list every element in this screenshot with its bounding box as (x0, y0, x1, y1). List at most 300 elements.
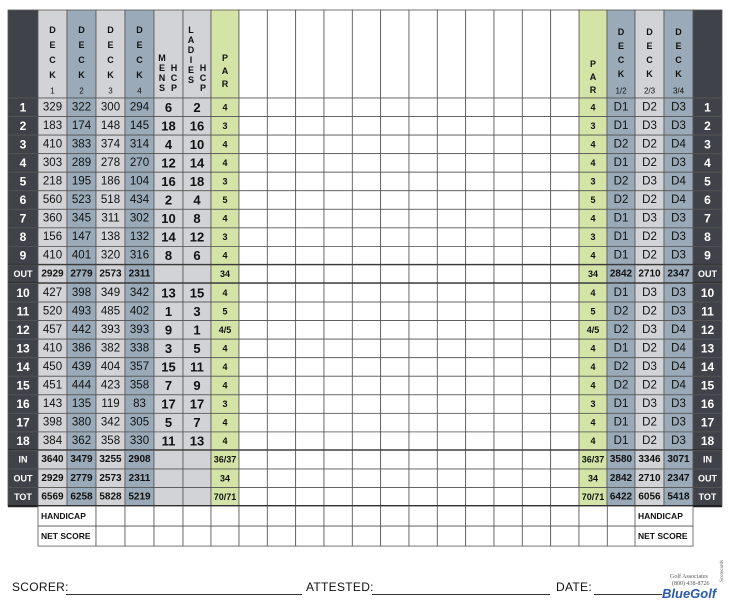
score-entry-cell[interactable] (466, 450, 494, 469)
score-entry-cell[interactable] (267, 154, 295, 173)
score-entry-cell[interactable] (494, 488, 522, 507)
score-entry-cell[interactable] (125, 506, 154, 526)
score-entry-cell[interactable] (551, 432, 579, 451)
score-entry-cell[interactable] (409, 376, 437, 395)
score-entry-cell[interactable] (239, 209, 267, 228)
score-entry-cell[interactable] (551, 191, 579, 210)
score-entry-cell[interactable] (494, 469, 522, 488)
score-entry-cell[interactable] (324, 302, 352, 321)
score-entry-cell[interactable] (239, 191, 267, 210)
attested-signature-line[interactable] (372, 594, 550, 595)
score-entry-cell[interactable] (522, 154, 550, 173)
score-entry-cell[interactable] (381, 284, 409, 303)
score-entry-cell[interactable] (409, 469, 437, 488)
score-entry-cell[interactable] (296, 376, 324, 395)
score-entry-cell[interactable] (267, 117, 295, 136)
score-entry-cell[interactable] (522, 98, 550, 117)
score-entry-cell[interactable] (381, 376, 409, 395)
score-entry-cell[interactable] (296, 488, 324, 507)
score-entry-cell[interactable] (324, 432, 352, 451)
score-entry-cell[interactable] (381, 154, 409, 173)
score-entry-cell[interactable] (267, 376, 295, 395)
score-entry-cell[interactable] (437, 302, 465, 321)
score-entry-cell[interactable] (239, 302, 267, 321)
score-entry-cell[interactable] (551, 209, 579, 228)
score-entry-cell[interactable] (381, 302, 409, 321)
score-entry-cell[interactable] (494, 302, 522, 321)
score-entry-cell[interactable] (267, 284, 295, 303)
score-entry-cell[interactable] (239, 526, 267, 546)
score-entry-cell[interactable] (267, 469, 295, 488)
score-entry-cell[interactable] (409, 246, 437, 265)
score-entry-cell[interactable] (296, 246, 324, 265)
score-entry-cell[interactable] (381, 135, 409, 154)
score-entry-cell[interactable] (466, 209, 494, 228)
score-entry-cell[interactable] (324, 450, 352, 469)
score-entry-cell[interactable] (352, 135, 380, 154)
score-entry-cell[interactable] (409, 450, 437, 469)
score-entry-cell[interactable] (437, 506, 465, 526)
score-entry-cell[interactable] (409, 358, 437, 377)
score-entry-cell[interactable] (409, 395, 437, 414)
score-entry-cell[interactable] (239, 172, 267, 191)
score-entry-cell[interactable] (607, 526, 635, 546)
score-entry-cell[interactable] (267, 358, 295, 377)
score-entry-cell[interactable] (352, 488, 380, 507)
score-entry-cell[interactable] (409, 117, 437, 136)
score-entry-cell[interactable] (551, 450, 579, 469)
score-entry-cell[interactable] (239, 469, 267, 488)
score-entry-cell[interactable] (437, 358, 465, 377)
score-entry-cell[interactable] (494, 117, 522, 136)
score-entry-cell[interactable] (381, 246, 409, 265)
score-entry-cell[interactable] (267, 246, 295, 265)
score-entry-cell[interactable] (296, 302, 324, 321)
score-entry-cell[interactable] (296, 265, 324, 284)
score-entry-cell[interactable] (324, 228, 352, 247)
score-entry-cell[interactable] (239, 488, 267, 507)
score-entry-cell[interactable] (409, 302, 437, 321)
score-entry-cell[interactable] (522, 450, 550, 469)
score-entry-cell[interactable] (522, 339, 550, 358)
score-entry-cell[interactable] (381, 339, 409, 358)
score-entry-cell[interactable] (437, 209, 465, 228)
score-entry-cell[interactable] (296, 135, 324, 154)
score-entry-cell[interactable] (296, 526, 324, 546)
score-entry-cell[interactable] (267, 321, 295, 340)
score-entry-cell[interactable] (381, 209, 409, 228)
score-entry-cell[interactable] (324, 246, 352, 265)
score-entry-cell[interactable] (352, 376, 380, 395)
score-entry-cell[interactable] (381, 172, 409, 191)
score-entry-cell[interactable] (466, 228, 494, 247)
score-entry-cell[interactable] (296, 469, 324, 488)
score-entry-cell[interactable] (324, 526, 352, 546)
score-entry-cell[interactable] (494, 228, 522, 247)
score-entry-cell[interactable] (466, 432, 494, 451)
score-entry-cell[interactable] (466, 339, 494, 358)
score-entry-cell[interactable] (409, 526, 437, 546)
score-entry-cell[interactable] (381, 488, 409, 507)
score-entry-cell[interactable] (352, 450, 380, 469)
score-entry-cell[interactable] (551, 506, 579, 526)
score-entry-cell[interactable] (296, 339, 324, 358)
score-entry-cell[interactable] (551, 246, 579, 265)
score-entry-cell[interactable] (437, 246, 465, 265)
score-entry-cell[interactable] (296, 432, 324, 451)
score-entry-cell[interactable] (296, 191, 324, 210)
score-entry-cell[interactable] (494, 450, 522, 469)
score-entry-cell[interactable] (466, 265, 494, 284)
score-entry-cell[interactable] (551, 413, 579, 432)
score-entry-cell[interactable] (183, 506, 211, 526)
score-entry-cell[interactable] (466, 302, 494, 321)
score-entry-cell[interactable] (381, 395, 409, 414)
score-entry-cell[interactable] (239, 135, 267, 154)
score-entry-cell[interactable] (522, 526, 550, 546)
score-entry-cell[interactable] (183, 526, 211, 546)
score-entry-cell[interactable] (324, 376, 352, 395)
score-entry-cell[interactable] (239, 246, 267, 265)
score-entry-cell[interactable] (437, 450, 465, 469)
score-entry-cell[interactable] (551, 395, 579, 414)
score-entry-cell[interactable] (267, 228, 295, 247)
score-entry-cell[interactable] (352, 154, 380, 173)
score-entry-cell[interactable] (494, 321, 522, 340)
score-entry-cell[interactable] (381, 506, 409, 526)
score-entry-cell[interactable] (352, 432, 380, 451)
score-entry-cell[interactable] (267, 339, 295, 358)
score-entry-cell[interactable] (494, 154, 522, 173)
score-entry-cell[interactable] (381, 321, 409, 340)
score-entry-cell[interactable] (466, 117, 494, 136)
score-entry-cell[interactable] (352, 246, 380, 265)
score-entry-cell[interactable] (239, 339, 267, 358)
score-entry-cell[interactable] (239, 450, 267, 469)
score-entry-cell[interactable] (522, 432, 550, 451)
date-line[interactable] (594, 594, 662, 595)
score-entry-cell[interactable] (409, 488, 437, 507)
score-entry-cell[interactable] (352, 284, 380, 303)
score-entry-cell[interactable] (466, 358, 494, 377)
score-entry-cell[interactable] (324, 413, 352, 432)
score-entry-cell[interactable] (381, 117, 409, 136)
score-entry-cell[interactable] (494, 284, 522, 303)
score-entry-cell[interactable] (267, 135, 295, 154)
score-entry-cell[interactable] (494, 395, 522, 414)
score-entry-cell[interactable] (437, 135, 465, 154)
score-entry-cell[interactable] (551, 98, 579, 117)
score-entry-cell[interactable] (267, 265, 295, 284)
score-entry-cell[interactable] (352, 339, 380, 358)
score-entry-cell[interactable] (409, 432, 437, 451)
scorer-signature-line[interactable] (66, 594, 302, 595)
score-entry-cell[interactable] (466, 154, 494, 173)
score-entry-cell[interactable] (267, 526, 295, 546)
score-entry-cell[interactable] (352, 228, 380, 247)
score-entry-cell[interactable] (324, 154, 352, 173)
score-entry-cell[interactable] (494, 98, 522, 117)
score-entry-cell[interactable] (239, 413, 267, 432)
score-entry-cell[interactable] (352, 469, 380, 488)
score-entry-cell[interactable] (324, 98, 352, 117)
score-entry-cell[interactable] (267, 450, 295, 469)
score-entry-cell[interactable] (352, 358, 380, 377)
score-entry-cell[interactable] (494, 526, 522, 546)
score-entry-cell[interactable] (211, 506, 239, 526)
score-entry-cell[interactable] (296, 154, 324, 173)
score-entry-cell[interactable] (324, 209, 352, 228)
score-entry-cell[interactable] (381, 265, 409, 284)
score-entry-cell[interactable] (494, 506, 522, 526)
score-entry-cell[interactable] (239, 284, 267, 303)
score-entry-cell[interactable] (522, 265, 550, 284)
score-entry-cell[interactable] (551, 117, 579, 136)
score-entry-cell[interactable] (522, 135, 550, 154)
score-entry-cell[interactable] (324, 265, 352, 284)
score-entry-cell[interactable] (239, 228, 267, 247)
score-entry-cell[interactable] (239, 432, 267, 451)
score-entry-cell[interactable] (494, 413, 522, 432)
score-entry-cell[interactable] (494, 135, 522, 154)
score-entry-cell[interactable] (551, 154, 579, 173)
score-entry-cell[interactable] (551, 321, 579, 340)
score-entry-cell[interactable] (381, 191, 409, 210)
score-entry-cell[interactable] (239, 395, 267, 414)
score-entry-cell[interactable] (267, 191, 295, 210)
score-entry-cell[interactable] (381, 98, 409, 117)
score-entry-cell[interactable] (324, 321, 352, 340)
score-entry-cell[interactable] (466, 135, 494, 154)
score-entry-cell[interactable] (381, 526, 409, 546)
score-entry-cell[interactable] (466, 98, 494, 117)
score-entry-cell[interactable] (437, 469, 465, 488)
score-entry-cell[interactable] (267, 488, 295, 507)
score-entry-cell[interactable] (96, 526, 125, 546)
score-entry-cell[interactable] (125, 526, 154, 546)
score-entry-cell[interactable] (437, 265, 465, 284)
score-entry-cell[interactable] (324, 117, 352, 136)
score-entry-cell[interactable] (522, 284, 550, 303)
score-entry-cell[interactable] (409, 284, 437, 303)
score-entry-cell[interactable] (239, 98, 267, 117)
score-entry-cell[interactable] (296, 209, 324, 228)
score-entry-cell[interactable] (239, 321, 267, 340)
score-entry-cell[interactable] (267, 413, 295, 432)
score-entry-cell[interactable] (466, 284, 494, 303)
score-entry-cell[interactable] (352, 209, 380, 228)
score-entry-cell[interactable] (352, 191, 380, 210)
score-entry-cell[interactable] (466, 506, 494, 526)
score-entry-cell[interactable] (296, 358, 324, 377)
score-entry-cell[interactable] (437, 117, 465, 136)
score-entry-cell[interactable] (551, 135, 579, 154)
score-entry-cell[interactable] (352, 526, 380, 546)
score-entry-cell[interactable] (551, 302, 579, 321)
score-entry-cell[interactable] (437, 376, 465, 395)
score-entry-cell[interactable] (409, 413, 437, 432)
score-entry-cell[interactable] (437, 432, 465, 451)
score-entry-cell[interactable] (551, 469, 579, 488)
score-entry-cell[interactable] (494, 358, 522, 377)
score-entry-cell[interactable] (409, 154, 437, 173)
score-entry-cell[interactable] (324, 172, 352, 191)
score-entry-cell[interactable] (381, 358, 409, 377)
score-entry-cell[interactable] (239, 376, 267, 395)
score-entry-cell[interactable] (296, 98, 324, 117)
score-entry-cell[interactable] (352, 302, 380, 321)
score-entry-cell[interactable] (324, 488, 352, 507)
score-entry-cell[interactable] (239, 358, 267, 377)
score-entry-cell[interactable] (409, 191, 437, 210)
score-entry-cell[interactable] (324, 358, 352, 377)
score-entry-cell[interactable] (409, 172, 437, 191)
score-entry-cell[interactable] (296, 228, 324, 247)
score-entry-cell[interactable] (239, 154, 267, 173)
score-entry-cell[interactable] (522, 395, 550, 414)
score-entry-cell[interactable] (96, 506, 125, 526)
score-entry-cell[interactable] (239, 506, 267, 526)
score-entry-cell[interactable] (324, 395, 352, 414)
score-entry-cell[interactable] (494, 172, 522, 191)
score-entry-cell[interactable] (466, 191, 494, 210)
score-entry-cell[interactable] (522, 191, 550, 210)
score-entry-cell[interactable] (154, 526, 183, 546)
score-entry-cell[interactable] (352, 506, 380, 526)
score-entry-cell[interactable] (352, 413, 380, 432)
score-entry-cell[interactable] (409, 265, 437, 284)
score-entry-cell[interactable] (551, 228, 579, 247)
score-entry-cell[interactable] (522, 488, 550, 507)
score-entry-cell[interactable] (466, 395, 494, 414)
score-entry-cell[interactable] (494, 376, 522, 395)
score-entry-cell[interactable] (494, 209, 522, 228)
score-entry-cell[interactable] (551, 376, 579, 395)
score-entry-cell[interactable] (437, 98, 465, 117)
score-entry-cell[interactable] (494, 339, 522, 358)
score-entry-cell[interactable] (352, 98, 380, 117)
score-entry-cell[interactable] (437, 321, 465, 340)
score-entry-cell[interactable] (381, 432, 409, 451)
score-entry-cell[interactable] (324, 469, 352, 488)
score-entry-cell[interactable] (437, 339, 465, 358)
score-entry-cell[interactable] (437, 413, 465, 432)
score-entry-cell[interactable] (522, 246, 550, 265)
score-entry-cell[interactable] (296, 284, 324, 303)
score-entry-cell[interactable] (324, 339, 352, 358)
score-entry-cell[interactable] (352, 172, 380, 191)
score-entry-cell[interactable] (296, 506, 324, 526)
score-entry-cell[interactable] (522, 321, 550, 340)
score-entry-cell[interactable] (409, 209, 437, 228)
score-entry-cell[interactable] (522, 172, 550, 191)
score-entry-cell[interactable] (267, 98, 295, 117)
score-entry-cell[interactable] (381, 228, 409, 247)
score-entry-cell[interactable] (551, 284, 579, 303)
score-entry-cell[interactable] (551, 265, 579, 284)
score-entry-cell[interactable] (522, 228, 550, 247)
score-entry-cell[interactable] (267, 506, 295, 526)
score-entry-cell[interactable] (494, 246, 522, 265)
score-entry-cell[interactable] (522, 376, 550, 395)
score-entry-cell[interactable] (437, 395, 465, 414)
score-entry-cell[interactable] (154, 506, 183, 526)
score-entry-cell[interactable] (551, 172, 579, 191)
score-entry-cell[interactable] (409, 506, 437, 526)
score-entry-cell[interactable] (579, 526, 607, 546)
score-entry-cell[interactable] (522, 506, 550, 526)
score-entry-cell[interactable] (267, 209, 295, 228)
score-entry-cell[interactable] (466, 376, 494, 395)
score-entry-cell[interactable] (437, 228, 465, 247)
score-entry-cell[interactable] (607, 506, 635, 526)
score-entry-cell[interactable] (267, 432, 295, 451)
score-entry-cell[interactable] (466, 526, 494, 546)
score-entry-cell[interactable] (267, 395, 295, 414)
score-entry-cell[interactable] (437, 488, 465, 507)
score-entry-cell[interactable] (551, 488, 579, 507)
score-entry-cell[interactable] (324, 191, 352, 210)
score-entry-cell[interactable] (437, 154, 465, 173)
score-entry-cell[interactable] (324, 284, 352, 303)
score-entry-cell[interactable] (466, 469, 494, 488)
score-entry-cell[interactable] (466, 488, 494, 507)
score-entry-cell[interactable] (522, 302, 550, 321)
score-entry-cell[interactable] (296, 117, 324, 136)
score-entry-cell[interactable] (324, 506, 352, 526)
score-entry-cell[interactable] (494, 191, 522, 210)
score-entry-cell[interactable] (466, 413, 494, 432)
score-entry-cell[interactable] (352, 117, 380, 136)
score-entry-cell[interactable] (324, 135, 352, 154)
score-entry-cell[interactable] (296, 395, 324, 414)
score-entry-cell[interactable] (296, 321, 324, 340)
score-entry-cell[interactable] (296, 172, 324, 191)
score-entry-cell[interactable] (239, 265, 267, 284)
score-entry-cell[interactable] (381, 469, 409, 488)
score-entry-cell[interactable] (522, 413, 550, 432)
score-entry-cell[interactable] (522, 358, 550, 377)
score-entry-cell[interactable] (437, 284, 465, 303)
score-entry-cell[interactable] (494, 432, 522, 451)
score-entry-cell[interactable] (296, 450, 324, 469)
score-entry-cell[interactable] (466, 321, 494, 340)
score-entry-cell[interactable] (551, 526, 579, 546)
score-entry-cell[interactable] (352, 265, 380, 284)
score-entry-cell[interactable] (579, 506, 607, 526)
score-entry-cell[interactable] (522, 469, 550, 488)
score-entry-cell[interactable] (466, 246, 494, 265)
score-entry-cell[interactable] (381, 450, 409, 469)
score-entry-cell[interactable] (551, 339, 579, 358)
score-entry-cell[interactable] (267, 172, 295, 191)
score-entry-cell[interactable] (296, 413, 324, 432)
score-entry-cell[interactable] (522, 117, 550, 136)
score-entry-cell[interactable] (239, 117, 267, 136)
score-entry-cell[interactable] (466, 172, 494, 191)
score-entry-cell[interactable] (437, 526, 465, 546)
score-entry-cell[interactable] (437, 172, 465, 191)
score-entry-cell[interactable] (409, 339, 437, 358)
score-entry-cell[interactable] (352, 321, 380, 340)
score-entry-cell[interactable] (409, 228, 437, 247)
score-entry-cell[interactable] (437, 191, 465, 210)
score-entry-cell[interactable] (551, 358, 579, 377)
score-entry-cell[interactable] (522, 209, 550, 228)
score-entry-cell[interactable] (267, 302, 295, 321)
score-entry-cell[interactable] (409, 98, 437, 117)
score-entry-cell[interactable] (381, 413, 409, 432)
